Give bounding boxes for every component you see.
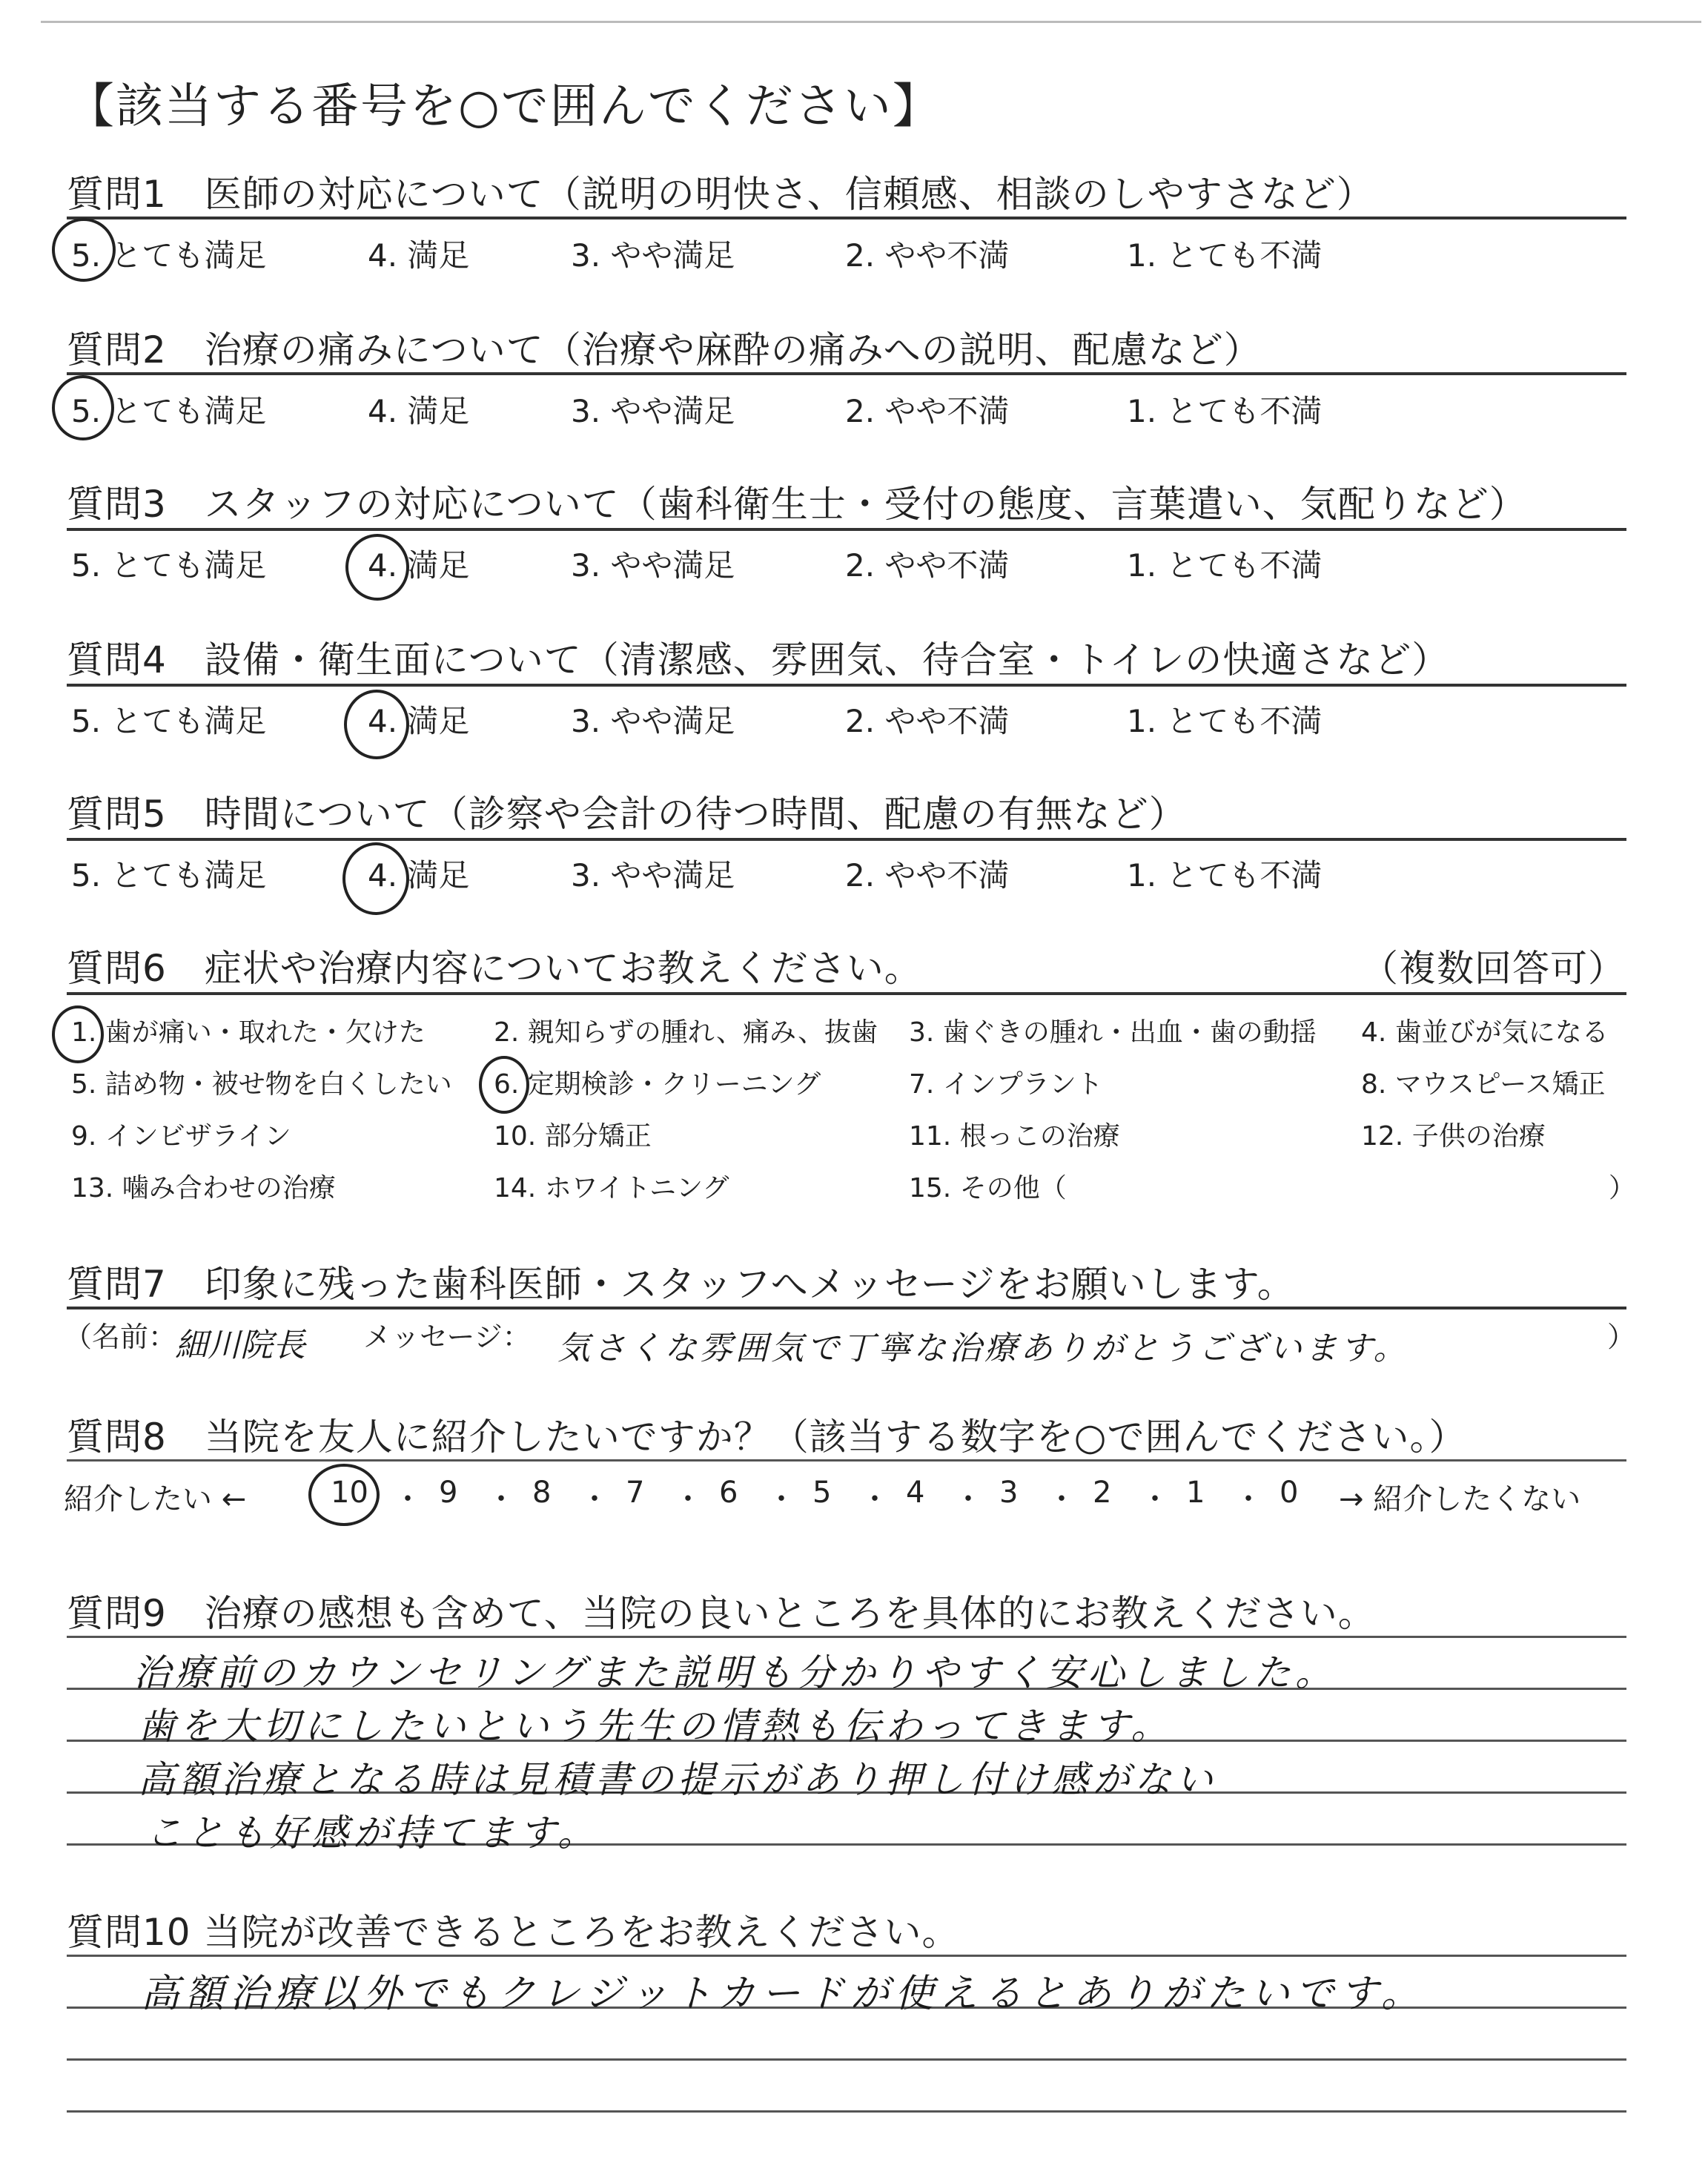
q1-option-4[interactable]: 4. 満足 [368,237,470,274]
q6-option-2[interactable]: 2. 親知らずの腫れ、痛み、抜歯 [494,1017,878,1048]
q4-divider [67,684,1626,687]
q9-line-1 [67,1636,1626,1638]
q5-option-1[interactable]: 1. とても不満 [1127,857,1323,894]
q1-divider [67,217,1626,219]
q3-title: 質問3 スタッフの対応について（歯科衛生士・受付の態度、言葉遣い、気配りなど） [67,483,1527,526]
q8-scale-dot: ・ [767,1482,796,1516]
q1-selection-circle [52,218,116,282]
q3-option-5[interactable]: 5. とても満足 [71,547,267,584]
q2-option-3[interactable]: 3. やや満足 [571,393,735,429]
q8-scale-dot: ・ [673,1482,703,1516]
q3-divider [67,528,1626,531]
q6-option-1[interactable]: 1. 歯が痛い・取れた・欠けた [71,1017,426,1048]
q8-scale-dot: ・ [1234,1482,1263,1516]
q8-scale-6[interactable]: 6 [719,1476,738,1510]
q10-answer-line: 高額治療以外でもクレジットカードが使えるとありがたいです。 [141,1972,1426,2016]
q8-scale-5[interactable]: 5 [812,1476,832,1510]
q8-scale-0[interactable]: 0 [1280,1476,1299,1510]
q6-divider [67,992,1626,995]
q8-scale-2[interactable]: 2 [1093,1476,1112,1510]
q6-option-12[interactable]: 12. 子供の治療 [1361,1121,1546,1152]
q6-option-4[interactable]: 4. 歯並びが気になる [1361,1017,1609,1048]
q6-other-close-paren: ） [1609,1173,1636,1203]
q10-title: 質問10 当院が改善できるところをお教えください。 [67,1911,960,1954]
q7-divider [67,1307,1626,1309]
q8-left-label: 紹介したい ← [64,1482,247,1516]
q1-option-5[interactable]: 5. とても満足 [71,237,267,274]
q8-scale-7[interactable]: 7 [626,1476,645,1510]
q6-option-8[interactable]: 8. マウスピース矯正 [1361,1069,1606,1100]
q6-option-7[interactable]: 7. インプラント [909,1069,1103,1100]
q4-selection-circle [344,690,409,759]
q8-selection-circle [308,1464,380,1526]
q8-scale-dot: ・ [860,1482,890,1516]
q4-option-4[interactable]: 4. 満足 [368,703,470,739]
q8-scale-10[interactable]: 10 [331,1476,368,1510]
q3-selection-circle [345,534,409,601]
q8-scale-dot: ・ [953,1482,983,1516]
q2-option-4[interactable]: 4. 満足 [368,393,470,429]
q3-option-2[interactable]: 2. やや不満 [845,547,1010,584]
q6-option-10[interactable]: 10. 部分矯正 [494,1121,652,1152]
q5-option-4[interactable]: 4. 満足 [368,857,470,894]
q6-option-6[interactable]: 6. 定期検診・クリーニング [494,1069,821,1100]
q7-message-value[interactable]: 気さくな雰囲気で丁寧な治療ありがとうございます。 [557,1330,1409,1367]
q6-option-14[interactable]: 14. ホワイトニング [494,1173,729,1203]
q8-divider [67,1459,1626,1462]
form-header: 【該当する番号を○で囲んでください】 [67,79,941,134]
q2-option-2[interactable]: 2. やや不満 [845,393,1010,429]
q9-title: 質問9 治療の感想も含めて、当院の良いところを具体的にお教えください。 [67,1592,1376,1635]
q3-option-1[interactable]: 1. とても不満 [1127,547,1323,584]
q8-title: 質問8 当院を友人に紹介したいですか？（該当する数字を○で囲んでください。） [67,1416,1467,1459]
q2-title: 質問2 治療の痛みについて（治療や麻酔の痛みへの説明、配慮など） [67,328,1262,371]
q5-title: 質問5 時間について（診察や会計の待つ時間、配慮の有無など） [67,793,1187,836]
q4-option-1[interactable]: 1. とても不満 [1127,703,1323,739]
q6-selection-circle-6 [479,1056,529,1114]
q8-scale-dot: ・ [1047,1482,1076,1516]
q10-line-4 [67,2110,1626,2113]
q8-scale-dot: ・ [1140,1482,1170,1516]
q9-answer-line: 治療前のカウンセリングまた説明も分かりやすく安心しました。 [133,1651,1337,1694]
q1-option-3[interactable]: 3. やや満足 [571,237,735,274]
q6-option-3[interactable]: 3. 歯ぐきの腫れ・出血・歯の動揺 [909,1017,1317,1048]
q7-close-paren: ） [1607,1321,1636,1353]
q1-option-2[interactable]: 2. やや不満 [845,237,1010,274]
q7-name-value[interactable]: 細川院長 [175,1327,305,1364]
q9-answer-line: ことも好感が持てます。 [145,1811,599,1855]
q6-option-15[interactable]: 15. その他（ [909,1173,1067,1203]
q8-scale-dot: ・ [393,1482,423,1516]
q5-selection-circle [342,842,409,915]
q8-scale-3[interactable]: 3 [999,1476,1019,1510]
q4-title: 質問4 設備・衛生面について（清潔感、雰囲気、待合室・トイレの快適さなど） [67,638,1450,681]
q4-option-2[interactable]: 2. やや不満 [845,703,1010,739]
q6-option-11[interactable]: 11. 根っこの治療 [909,1121,1120,1152]
q6-multi-answer-note: （複数回答可） [1361,947,1626,990]
q8-scale-9[interactable]: 9 [439,1476,458,1510]
q6-title: 質問6 症状や治療内容についてお教えください。 [67,947,922,990]
q5-option-5[interactable]: 5. とても満足 [71,857,267,894]
q6-option-13[interactable]: 13. 噛み合わせの治療 [71,1173,336,1203]
q8-scale-8[interactable]: 8 [532,1476,552,1510]
q2-option-5[interactable]: 5. とても満足 [71,393,267,429]
q6-option-5[interactable]: 5. 詰め物・被せ物を白くしたい [71,1069,452,1100]
q9-answer-line: 高額治療となる時は見積書の提示があり押し付け感がない [138,1758,1217,1801]
q10-line-3 [67,2058,1626,2061]
q6-selection-circle-1 [52,1005,104,1063]
q5-option-3[interactable]: 3. やや満足 [571,857,735,894]
q9-answer-line: 歯を大切にしたいという先生の情熱も伝わってきます。 [138,1705,1173,1748]
q1-option-1[interactable]: 1. とても不満 [1127,237,1323,274]
q5-option-2[interactable]: 2. やや不満 [845,857,1010,894]
q4-option-5[interactable]: 5. とても満足 [71,703,267,739]
q7-name-label: （名前： [64,1321,177,1353]
page-top-border [41,21,1701,23]
q7-message-label: メッセージ： [363,1321,531,1353]
q2-selection-circle [52,375,114,440]
q2-option-1[interactable]: 1. とても不満 [1127,393,1323,429]
q3-option-3[interactable]: 3. やや満足 [571,547,735,584]
q10-line-1 [67,1955,1626,1957]
q7-title: 質問7 印象に残った歯科医師・スタッフへメッセージをお願いします。 [67,1263,1295,1306]
q8-scale-dot: ・ [580,1482,609,1516]
q3-option-4[interactable]: 4. 満足 [368,547,470,584]
q8-right-label: → 紹介したくない [1339,1482,1581,1516]
q4-option-3[interactable]: 3. やや満足 [571,703,735,739]
q8-scale-dot: ・ [486,1482,516,1516]
q6-option-9[interactable]: 9. インビザライン [71,1121,291,1152]
q1-title: 質問1 医師の対応について（説明の明快さ、信頼感、相談のしやすさなど） [67,173,1374,216]
q5-divider [67,838,1626,841]
q8-scale-1[interactable]: 1 [1186,1476,1205,1510]
q8-scale-4[interactable]: 4 [906,1476,925,1510]
q2-divider [67,372,1626,375]
